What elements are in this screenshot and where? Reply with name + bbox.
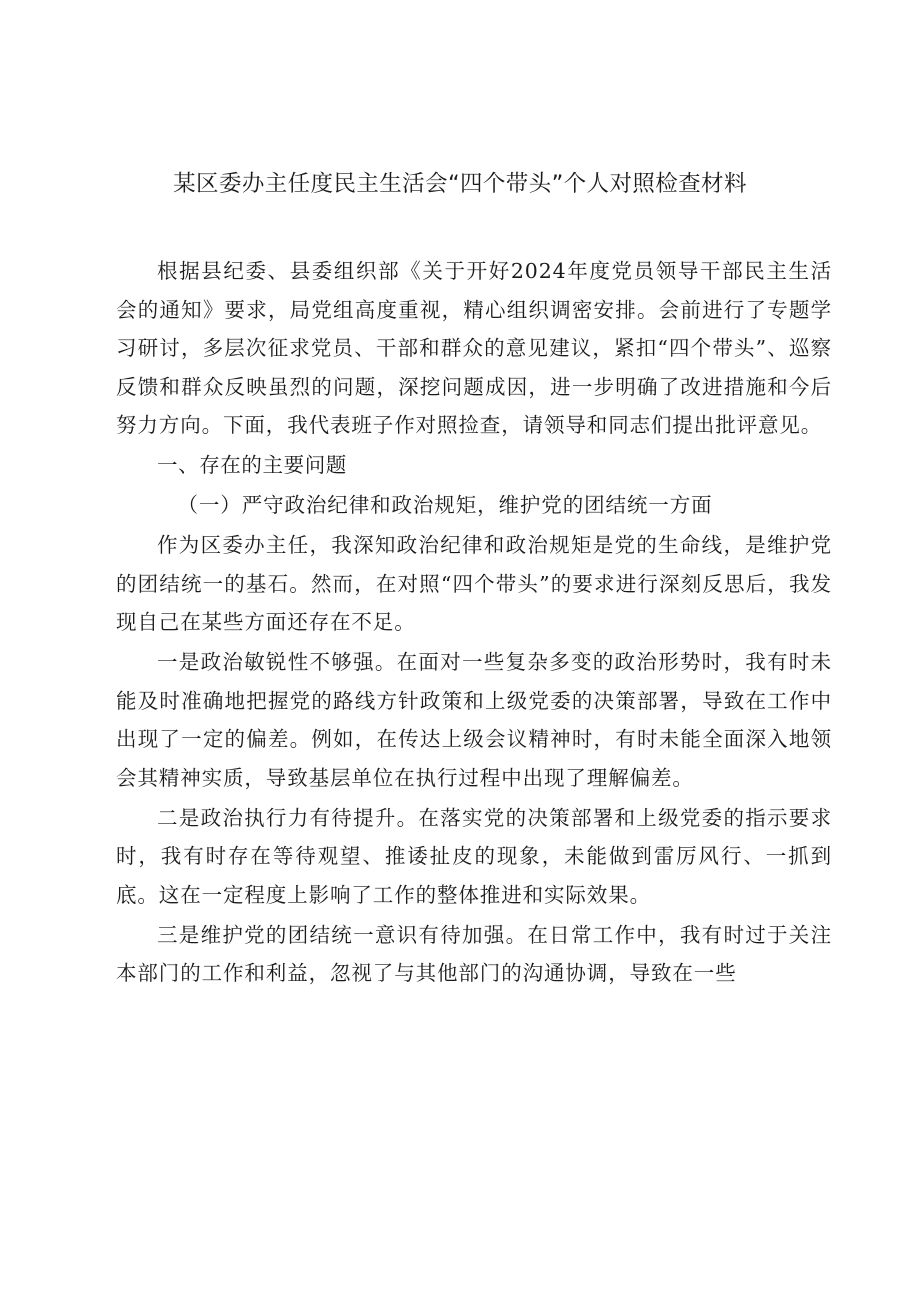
subsection-heading: （一）严守政治纪律和政治规矩，维护党的团结统一方面	[177, 493, 713, 517]
body-paragraph: 一是政治敏锐性不够强。在面对一些复杂多变的政治形势时，我有时未能及时准确地把握党的路线方针政策和上级党委的决策部署，导致在工作中出现了一定的偏差。例如，在传达上级会议精神时，有时未能全面深入地领会其精神实质，导致基层单位在执行过程中出现了理解偏差。	[116, 650, 832, 790]
section-heading: 一、存在的主要问题	[157, 453, 347, 477]
body-paragraph: 三是维护党的团结统一意识有待加强。在日常工作中，我有时过于关注本部门的工作和利益，忽视了与其他部门的沟通协调，导致在一些	[116, 922, 832, 985]
body-paragraph: 二是政治执行力有待提升。在落实党的决策部署和上级党委的指示要求时，我有时存在等待观望、推诿扯皮的现象，未能做到雷厉风行、一抓到底。这在一定程度上影响了工作的整体推进和实际效果。	[116, 805, 832, 907]
intro-paragraph: 根据县纪委、县委组织部《关于开好2024年度党员领导干部民主生活会的通知》要求，局党组高度重视，精心组织调密安排。会前进行了专题学习研讨，多层次征求党员、干部和群众的意见建议，紧扣“四个带头”、巡察反馈和群众反映虽烈的问题，深挖问题成因，进一步明确了改进措施和今后努力方向。下面，我代表班子作对照捡查，请领导和同志们提出批评意见。	[116, 259, 832, 437]
body-paragraph: 作为区委办主任，我深知政治纪律和政治规矩是党的生命线，是维护党的团结统一的基石。然而，在对照“四个带头”的要求进行深刻反思后，我发现自己在某些方面还存在不足。	[116, 533, 832, 634]
document-body	[116, 252, 832, 994]
document-title: 某区委办主任度民主生活会“四个带头”个人对照检查材料	[173, 171, 747, 197]
